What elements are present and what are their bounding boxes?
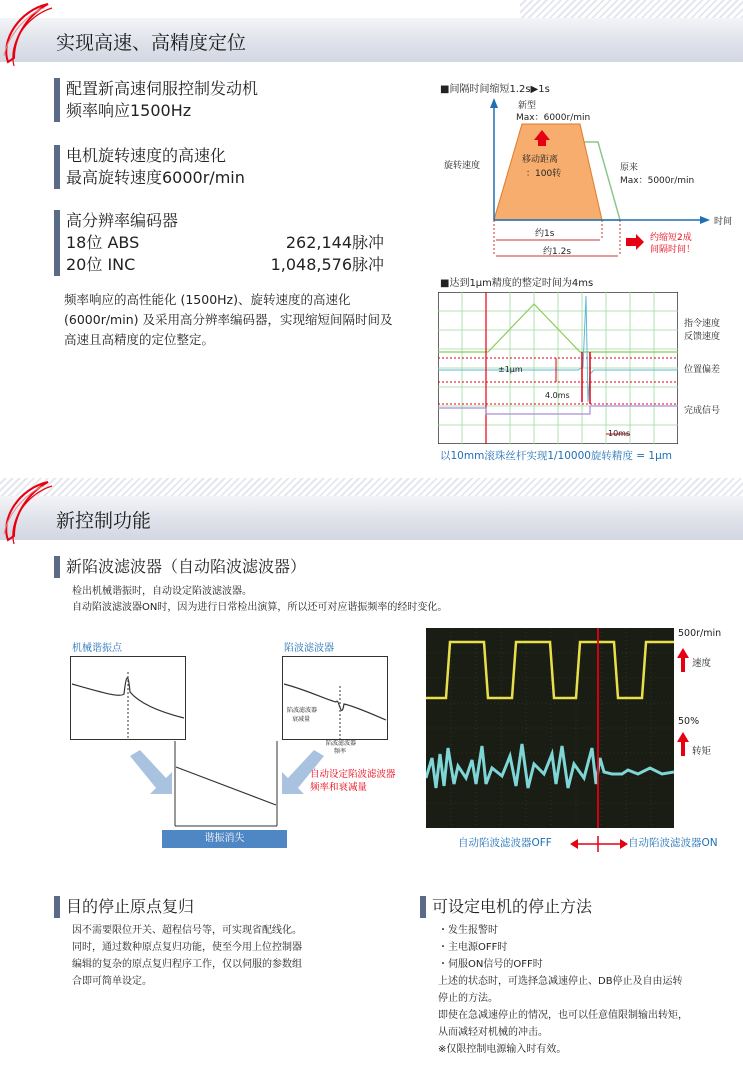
chart2-label-fb: 反馈速度: [684, 332, 721, 342]
header-stripes: [520, 0, 743, 18]
chart2-t10: 10ms: [608, 429, 631, 438]
right-arrow-icon: [626, 234, 644, 250]
stop-line-7: 从而减轻对机械的冲击。: [438, 1027, 548, 1038]
chart2-label-dev: 位置偏差: [684, 365, 721, 375]
section2-title: 新控制功能: [56, 510, 152, 532]
scope-torque: 转矩: [692, 746, 712, 757]
auto-set-label-2: 频率和衰减量: [310, 782, 368, 793]
section1-title: 实现高速、高精度定位: [56, 32, 247, 54]
chart1-old-label: 原来: [620, 163, 639, 173]
stop-line-5: 停止的方法。: [438, 993, 498, 1004]
encoder-value: 262,144脉冲: [285, 233, 384, 252]
stop-line-3: ・伺服ON信号的OFF时: [438, 959, 543, 970]
origin-line-1: 因不需要限位开关、超程信号等，可实现省配线化。: [72, 925, 302, 936]
encoder-label: 18位 ABS: [66, 233, 140, 252]
chart2-scope: [438, 292, 678, 444]
feature-2-line2: 最高旋转速度6000r/min: [66, 168, 245, 187]
notch-on-label: 自动陷波滤波器ON: [628, 837, 718, 849]
chart2-pm: ±1μm: [498, 365, 523, 374]
result-plot: [174, 741, 278, 827]
stop-line-1: ・发生报警时: [438, 925, 498, 936]
chart2-label-cmd: 指令速度: [684, 319, 721, 329]
origin-line-4: 合即可简单设定。: [72, 976, 152, 987]
notch-desc-2: 自动陷波滤波器ON时，因为进行日常检出演算，所以还可对应谐振频率的经时变化。: [72, 602, 448, 613]
swirl-logo-icon: [0, 478, 60, 548]
chart2-title: ■达到1μm精度的整定时间为4ms: [440, 278, 594, 289]
feature-3: [54, 210, 384, 276]
resonance-label: 机械谐振点: [72, 643, 122, 654]
header-stripes: [0, 478, 743, 496]
origin-heading: 目的停止原点复归: [54, 896, 194, 918]
feature-2-line1: 电机旋转速度的高速化: [66, 146, 227, 165]
stop-line-6: 即使在急减速停止的情况，也可以任意值限制输出转矩，: [438, 1010, 688, 1021]
stop-line-8: ※仅限控制电源输入时有效。: [438, 1044, 567, 1055]
encoder-row-20: [66, 254, 384, 276]
notch-filter-label: 陷波滤波器: [284, 643, 334, 654]
feature-1: [54, 78, 258, 122]
notch-scope: [426, 628, 674, 828]
notch-plot: [282, 656, 388, 740]
section1-description: 频率响应的高性能化 (1500Hz)、旋转速度的高速化 (6000r/min) 及采用高分辨率编码器，实现缩短间隔时间及高速且高精度的定位整定。: [64, 292, 393, 347]
origin-line-3: 编辑的复杂的原点复归程序工作，仅以伺服的参数组: [72, 959, 302, 970]
feature-1-line1: 配置新高速伺服控制发动机: [66, 79, 259, 98]
feature-2: [54, 145, 245, 189]
scope-torque-val: 50%: [678, 716, 700, 727]
stop-heading: 可设定电机的停止方法: [420, 896, 592, 918]
swirl-logo-icon: [0, 0, 60, 70]
scope-speed: 速度: [692, 658, 712, 669]
chart1-move-label: 移动距离: [522, 155, 559, 165]
chart2-caption: 以10mm滚珠丝杆实现1/10000旋转精度 = 1μm: [440, 450, 672, 462]
chart1-note-1: 约缩短2成: [650, 233, 692, 243]
notch-heading: 新陷波滤波器（自动陷波滤波器）: [54, 556, 306, 578]
depth-label-1: 陷波滤波器: [287, 707, 318, 714]
chart1-new-max: Max：6000r/min: [516, 113, 591, 123]
chart1-xlabel: 时间: [714, 217, 733, 227]
off-on-arrow: [570, 836, 628, 852]
chart1-old-max: Max：5000r/min: [620, 176, 695, 186]
chart1-t2: 约1.2s: [543, 247, 572, 257]
notch-off-label: 自动陷波滤波器OFF: [458, 837, 552, 849]
stop-line-2: ・主电源OFF时: [438, 942, 508, 953]
chart2-label-done: 完成信号: [684, 406, 721, 416]
encoder-row-18: [66, 232, 384, 254]
chart1-new-label: 新型: [518, 101, 537, 111]
chart1-ylabel: 旋转速度: [444, 161, 481, 171]
origin-line-2: 同时，通过数种原点复归功能，使至今用上位控制器: [72, 942, 302, 953]
resonance-gone-text: 谐振消失: [204, 833, 245, 844]
stop-line-4: 上述的状态时，可选择急减速停止、DB停止及自由运转: [438, 976, 683, 987]
chart1-title: ■间隔时间缩短1.2s▶1s: [440, 84, 550, 95]
scope-markers: [676, 640, 690, 770]
depth-label-2: 衰减量: [292, 716, 311, 723]
freq-label-2: 频率: [334, 748, 347, 755]
feature-1-line2: 频率响应1500Hz: [66, 101, 192, 120]
scope-speed-val: 500r/min: [678, 628, 722, 639]
chart1-move-value: ：100转: [526, 169, 562, 179]
feature-3-line1: 高分辨率编码器: [66, 211, 179, 230]
chart1-t1: 约1s: [535, 229, 555, 239]
resonance-gone-badge: [162, 830, 287, 848]
left-arrow-icon: [126, 748, 174, 796]
chart2-t4: 4.0ms: [545, 391, 570, 400]
encoder-label: 20位 INC: [66, 255, 136, 274]
auto-set-label-1: 自动设定陷波滤波器: [310, 769, 396, 780]
encoder-value: 1,048,576脉冲: [270, 255, 384, 274]
resonance-plot: [70, 656, 186, 740]
freq-label-1: 陷波滤波器: [326, 740, 357, 747]
chart1-note-2: 间隔时间！: [650, 245, 696, 255]
notch-desc-1: 检出机械谐振时，自动设定陷波滤波器。: [72, 586, 252, 597]
